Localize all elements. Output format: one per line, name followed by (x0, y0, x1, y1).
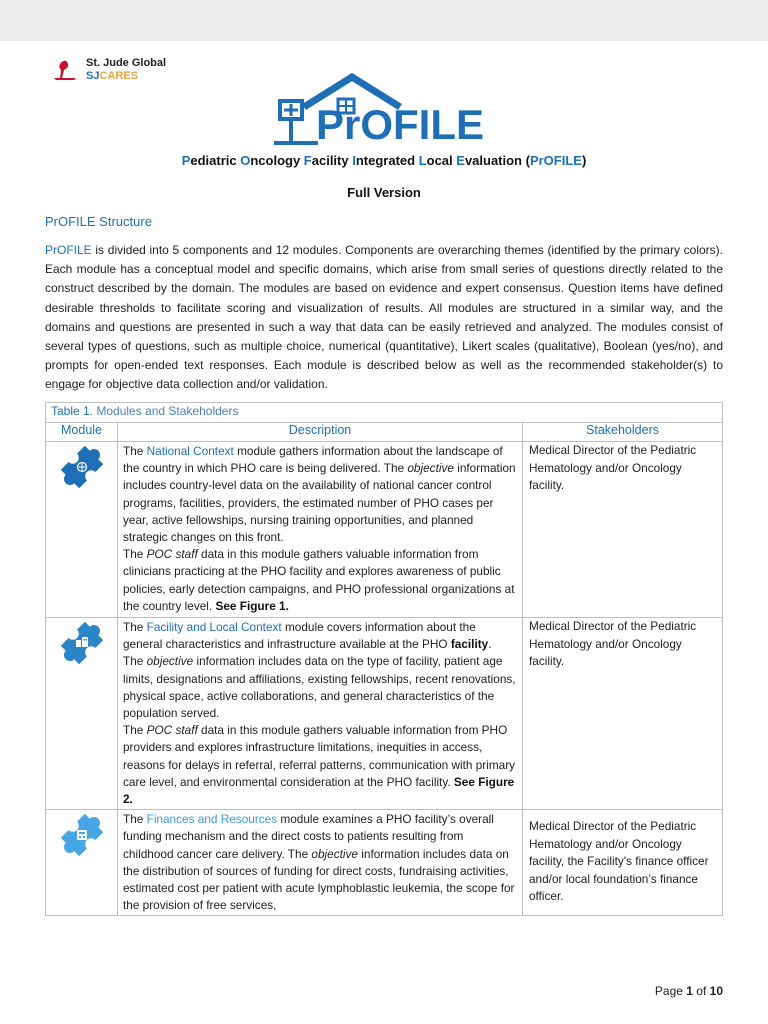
intro-paragraph: PrOFILE is divided into 5 components and 12 modules. Components are overarching themes (identified by the primary colors). Each module has a conceptual model and specific domains, which arise from small series of questions directly related to the construct described by the domain. The modules are based on evidence and expert consensus. Question items have defined desirable thresholds to facilitate scoring and visualization of results. All modules are structured in a similar way, and the domains and questions are presented in such a way that data can be easily retrieved and analyzed. The modules consist of several types of questions, such as multiple choice, numerical (quantitative), Likert scales (qualitative), Boolean (yes/no), and prompts for open-ended text responses. Each module is described below as well as the recommended stakeholder(s) to engage for objective data collection and/or validation. (45, 243, 723, 392)
header-module: Module (46, 423, 118, 442)
header-stakeholders: Stakeholders (523, 423, 723, 442)
module-icon-cell (46, 810, 118, 916)
globe-puzzle-icon (57, 442, 107, 492)
document-page (0, 41, 768, 1024)
module-stakeholders: Medical Director of the Pediatric Hematology and/or Oncology facility. (523, 442, 723, 618)
module-icon-cell (46, 618, 118, 810)
org-name: St. Jude Global (86, 57, 167, 69)
document-subtitle: Full Version (347, 185, 421, 200)
finance-puzzle-icon (57, 810, 107, 860)
module-icon-cell (46, 442, 118, 618)
module-stakeholders: Medical Director of the Pediatric Hematology and/or Oncology facility. (523, 618, 723, 810)
org-sub: SJCARES (86, 70, 138, 82)
st-jude-figure-icon (52, 58, 78, 82)
viewer-top-bar (0, 0, 768, 41)
header-description: Description (118, 423, 523, 442)
table-row (46, 442, 723, 618)
page-indicator: Page 1 of 10 (654, 984, 723, 998)
table-caption: Table 1. Modules and Stakeholders (46, 403, 723, 423)
modules-table (45, 402, 723, 916)
table-row (46, 810, 723, 916)
section-heading: PrOFILE Structure (45, 214, 152, 229)
building-puzzle-icon (57, 618, 107, 668)
table-row (46, 618, 723, 810)
profile-logo-word: PrOFILE (316, 101, 485, 148)
st-jude-logo (52, 57, 166, 83)
document-title: Pediatric Oncology Facility Integrated Local Evaluation (PrOFILE) (181, 153, 587, 168)
module-description: The National Context module gathers information about the landscape of the country in which PHO care is being delivered. The objective information includes country-level data on the availability of national cancer control programs, facilities, providers, the estimated number of PHO cases per year, active fellowships, nursing training opportunities, and planned strategic changes on this front. The POC staff data in this module gathers valuable information from clinicians practicing at the PHO facility and explores awareness of public policies, early detection campaigns, and PHO professional organizations at the country level. See Figure 1. (118, 442, 523, 618)
module-description: The Finances and Resources module examines a PHO facility’s overall funding mechanism and the direct costs to patients resulting from childhood cancer care delivery. The objective information includes data on the distribution of sources of funding for direct costs, fundraising activities, estimated cost per patient with acute lymphoblastic leukemia, the scope for the provision of free services, (118, 810, 523, 916)
module-stakeholders: Medical Director of the Pediatric Hematology and/or Oncology facility, the Facility's finance officer and/or local foundation’s finance officer. (523, 810, 723, 916)
module-description: The Facility and Local Context module covers information about the general characteristics and infrastructure available at the PHO facility. The objective information includes data on the type of facility, patient age limits, designations and affiliations, existing fellowships, recent renovations, physical space, active collaborations, and general characteristics of the population served. The POC staff data in this module gathers valuable information from PHO providers and explores infrastructure limitations, inequities in access, reasons for delays in referral, referral patterns, communication with primary care level, and environmental consideration at the PHO facility. See Figure 2. (118, 618, 523, 810)
